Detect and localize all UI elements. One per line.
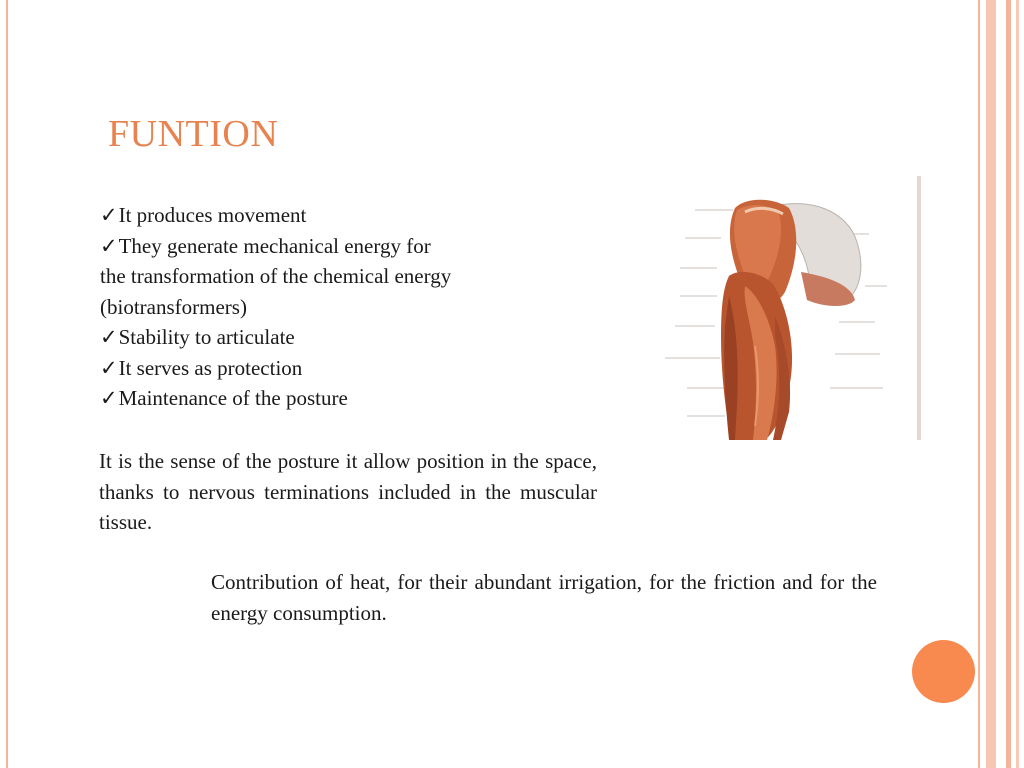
bullet-item xyxy=(100,231,600,262)
paragraph-posture: It is the sense of the posture it allow position in the space, thanks to nervous terminations included in the muscular tissue. xyxy=(99,449,597,534)
bullet-text: It serves as protection xyxy=(118,355,303,380)
bullet-list xyxy=(100,200,600,414)
bullet-item xyxy=(100,353,600,384)
check-icon: ✓ xyxy=(100,355,118,380)
slide-frame-right-line xyxy=(978,0,980,768)
slide-frame-right-edge xyxy=(1016,0,1019,768)
bullet-item xyxy=(100,383,600,414)
check-icon: ✓ xyxy=(100,325,118,349)
slide-frame-left xyxy=(6,0,8,768)
check-icon: ✓ xyxy=(100,233,118,258)
check-icon: ✓ xyxy=(100,386,118,410)
bullet-text: They generate mechanical energy for xyxy=(118,233,431,258)
bullet-item xyxy=(100,200,600,231)
bullet-continuation: (biotransformers) xyxy=(100,294,247,319)
bullet-text: Maintenance of the posture xyxy=(118,386,348,410)
bullet-text: It produces movement xyxy=(118,203,307,227)
bullet-continuation: the transformation of the chemical energy xyxy=(100,264,452,288)
slide-title: FUNTION xyxy=(108,113,279,155)
arm-muscle-illustration xyxy=(625,176,921,440)
bullet-item xyxy=(100,322,600,353)
accent-circle xyxy=(912,640,975,703)
arm-muscle-icon xyxy=(625,176,921,440)
check-icon: ✓ xyxy=(100,203,118,227)
slide-frame-right-line-outer xyxy=(1006,0,1011,768)
slide-frame-right-band xyxy=(986,0,996,768)
paragraph-heat: Contribution of heat, for their abundant irrigation, for the friction and for the energy consumption. xyxy=(211,570,877,625)
bullet-text: Stability to articulate xyxy=(118,325,295,349)
